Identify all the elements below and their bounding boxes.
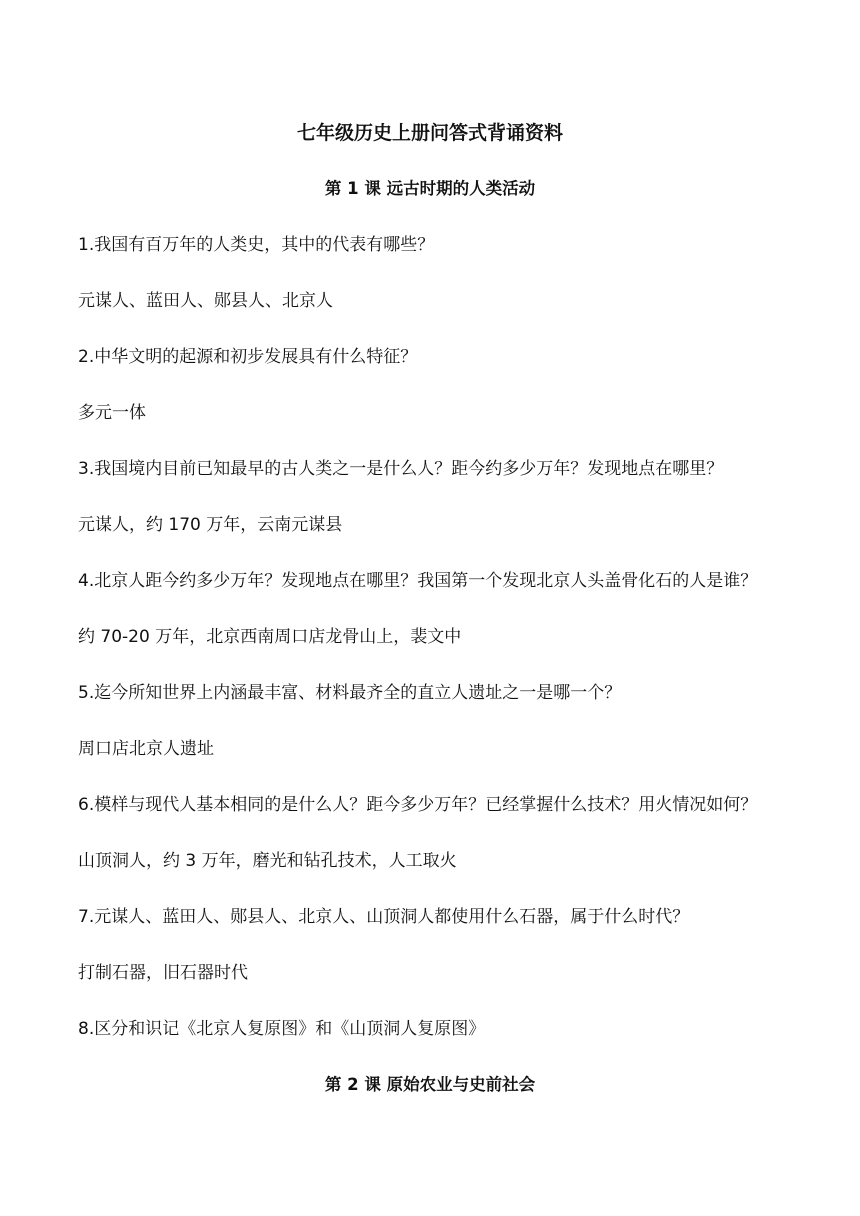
question-4: 4.北京人距今约多少万年？发现地点在哪里？我国第一个发现北京人头盖骨化石的人是谁？: [78, 571, 758, 591]
answer-7: 打制石器，旧石器时代: [78, 963, 248, 983]
question-8: 8.区分和识记《北京人复原图》和《山顶洞人复原图》: [78, 1019, 486, 1039]
question-6: 6.模样与现代人基本相同的是什么人？距今多少万年？已经掌握什么技术？用火情况如何？: [78, 795, 758, 815]
question-7: 7.元谋人、蓝田人、郧县人、北京人、山顶洞人都使用什么石器，属于什么时代？: [78, 907, 690, 927]
question-2: 2.中华文明的起源和初步发展具有什么特征？: [78, 347, 418, 367]
answer-4: 约 70-20 万年，北京西南周口店龙骨山上，裴文中: [78, 627, 462, 647]
answer-3: 元谋人，约 170 万年，云南元谋县: [78, 515, 343, 535]
answer-2: 多元一体: [78, 403, 146, 423]
lesson-1-title: 第 1 课 远古时期的人类活动: [324, 179, 536, 198]
lesson-2-title: 第 2 课 原始农业与史前社会: [324, 1075, 536, 1094]
answer-6: 山顶洞人，约 3 万年，磨光和钻孔技术，人工取火: [78, 851, 457, 871]
answer-1: 元谋人、蓝田人、郧县人、北京人: [78, 291, 333, 311]
question-3: 3.我国境内目前已知最早的古人类之一是什么人？距今约多少万年？发现地点在哪里？: [78, 459, 724, 479]
document-title: 七年级历史上册问答式背诵资料: [296, 122, 563, 144]
answer-5: 周口店北京人遗址: [78, 739, 214, 759]
question-5: 5.迄今所知世界上内涵最丰富、材料最齐全的直立人遗址之一是哪一个？: [78, 683, 622, 703]
question-1: 1.我国有百万年的人类史，其中的代表有哪些？: [78, 235, 435, 255]
